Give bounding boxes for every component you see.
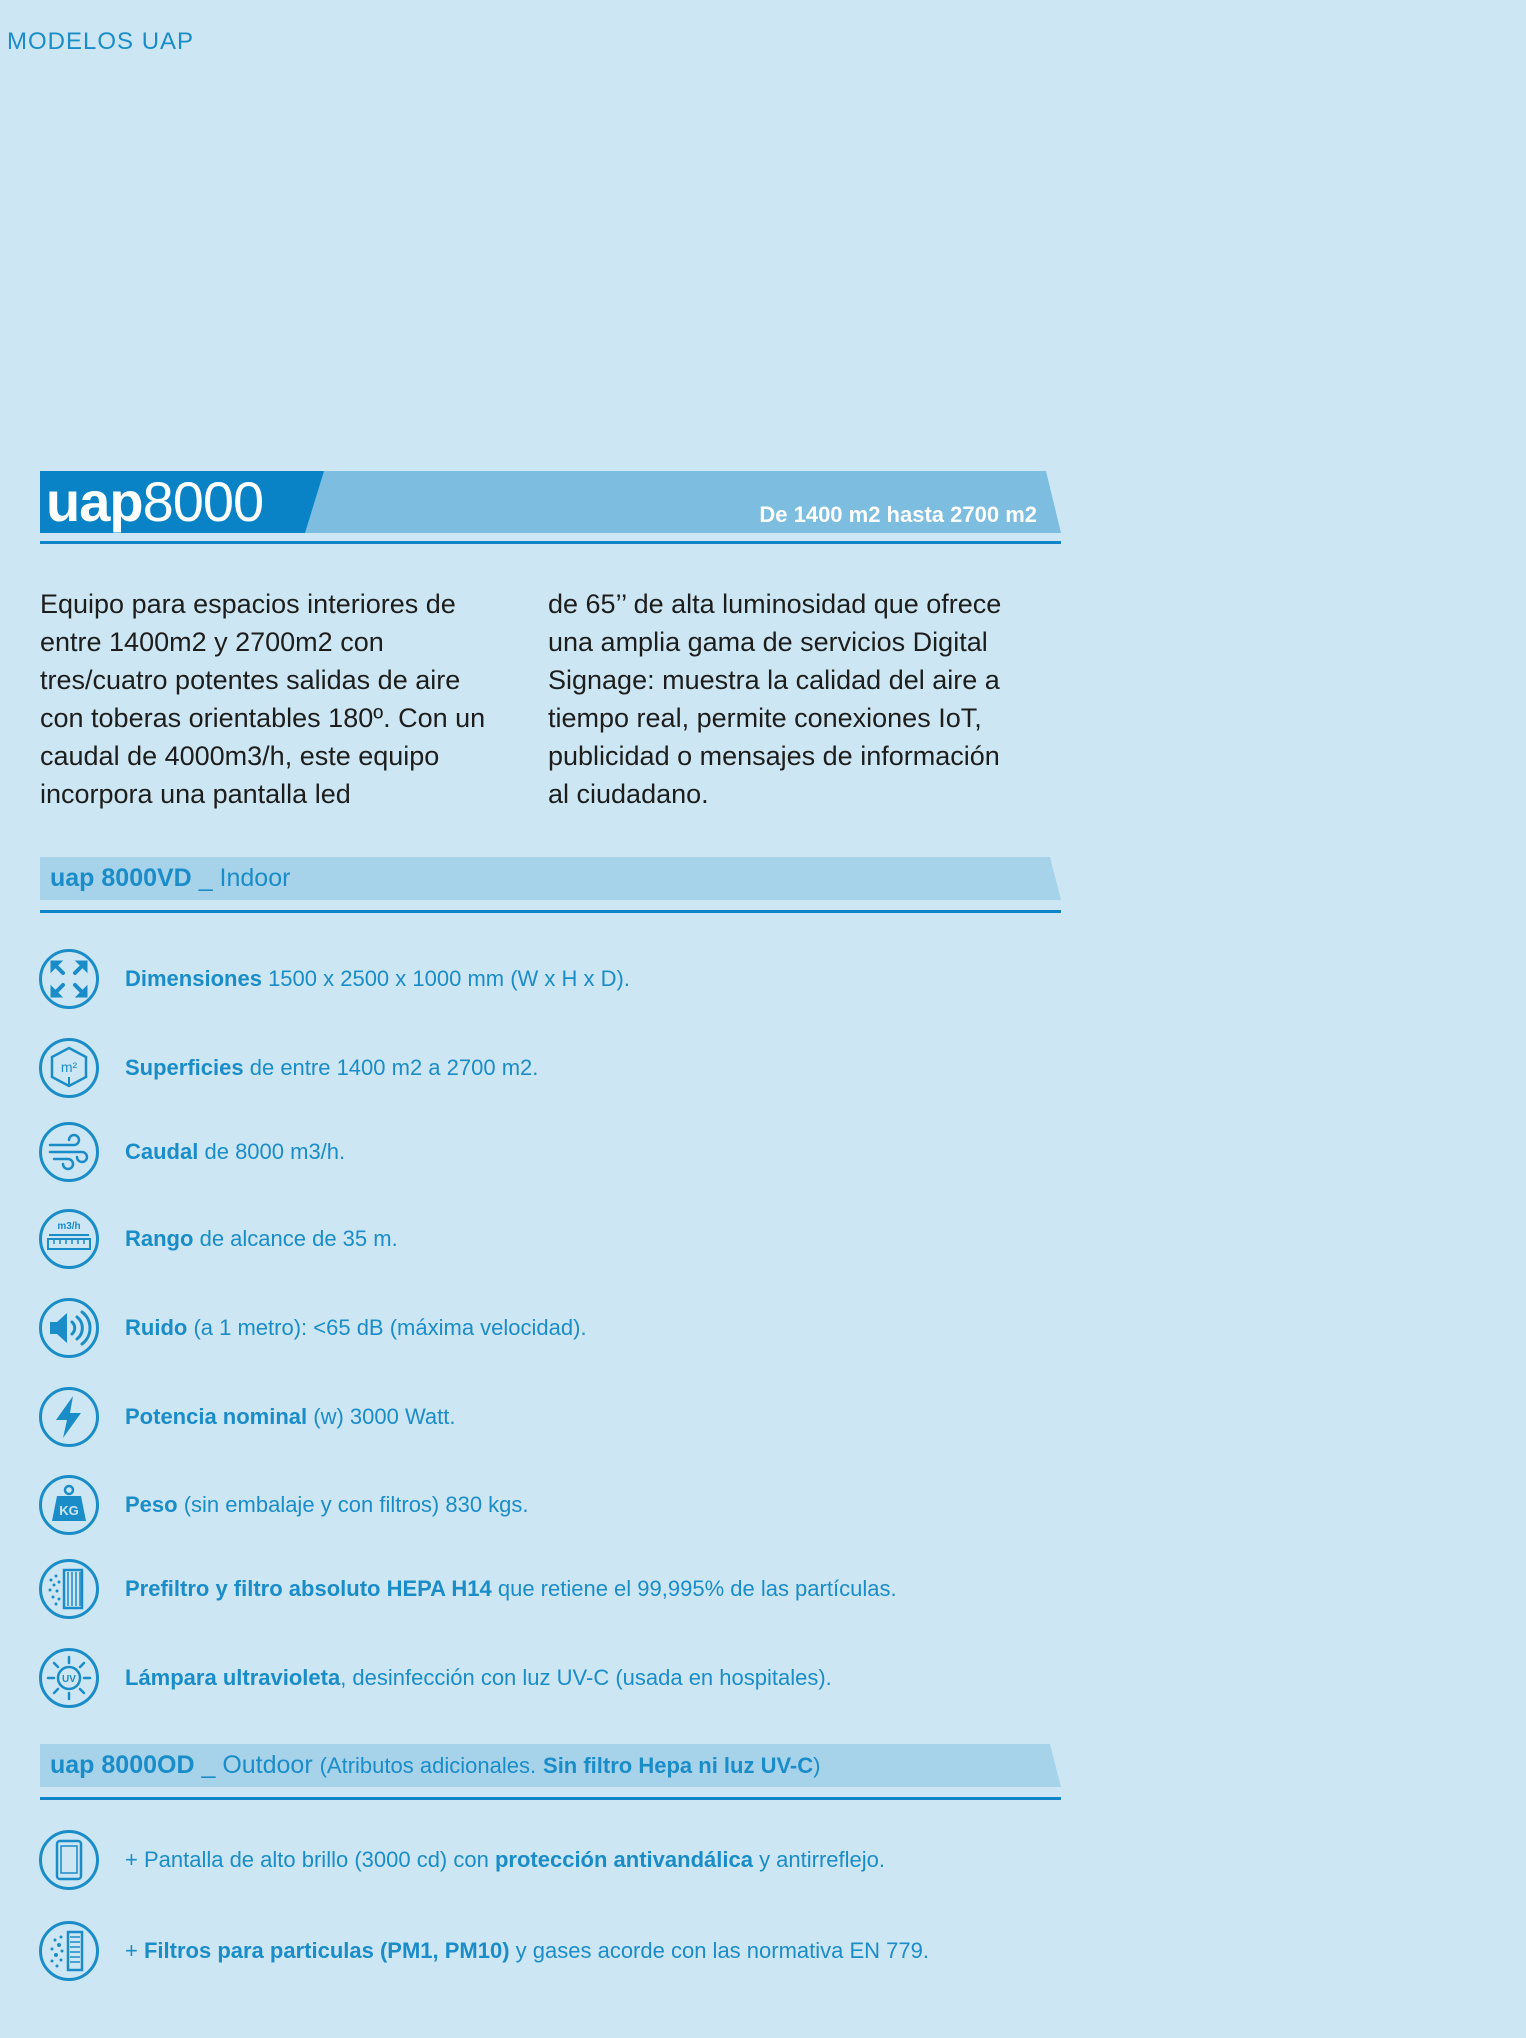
model-title: uap8000 bbox=[46, 470, 264, 533]
spec-row: Ruido (a 1 metro): <65 dB (máxima velocidad). bbox=[38, 1297, 1138, 1359]
indoor-model-title: uap 8000VD _ Indoor bbox=[50, 864, 291, 892]
indoor-divider bbox=[40, 910, 1061, 913]
uv-lamp-icon bbox=[38, 1647, 100, 1709]
spec-row: Potencia nominal (w) 3000 Watt. bbox=[38, 1386, 1138, 1448]
hepa-filter-icon bbox=[38, 1558, 100, 1620]
expand-arrows-icon bbox=[38, 948, 100, 1010]
outdoor-divider bbox=[40, 1797, 1061, 1800]
spec-row: Prefiltro y filtro absoluto HEPA H14 que retiene el 99,995% de las partículas. bbox=[38, 1558, 1138, 1620]
spec-row: + Filtros para particulas (PM1, PM10) y gases acorde con las normativa EN 779. bbox=[38, 1920, 1138, 1982]
description-left: Equipo para espacios interiores de entre 1400m2 y 2700m2 con tres/cuatro potentes salidas de aire con toberas orientables 180º. Con un caudal de 4000m3/h, este equipo incorpora una pantalla led bbox=[40, 589, 486, 809]
outdoor-model-bar bbox=[40, 1744, 1061, 1787]
surface-m2-icon bbox=[38, 1037, 100, 1099]
screen-icon bbox=[38, 1829, 100, 1891]
svg-text:m²: m² bbox=[60, 1059, 78, 1075]
spec-row: m3/h Rango de alcance de 35 m. bbox=[38, 1208, 1138, 1270]
outdoor-model-title: uap 8000OD _ Outdoor (Atributos adicionales. Sin filtro Hepa ni luz UV-C) bbox=[50, 1751, 821, 1779]
speaker-icon bbox=[38, 1297, 100, 1359]
spec-row: m² Superficies de entre 1400 m2 a 2700 m2. bbox=[38, 1037, 1138, 1099]
svg-text:m3/h: m3/h bbox=[57, 1221, 81, 1232]
weight-kg-icon bbox=[38, 1474, 100, 1536]
range-ruler-icon bbox=[38, 1208, 100, 1270]
model-banner bbox=[40, 471, 1061, 533]
lightning-icon bbox=[38, 1386, 100, 1448]
banner-divider bbox=[40, 541, 1061, 544]
spec-row: KG Peso (sin embalaje y con filtros) 830 kgs. bbox=[38, 1474, 1138, 1536]
description-right: de 65’’ de alta luminosidad que ofrece una amplia gama de servicios Digital Signage: muestra la calidad del aire a tiempo real, permite conexiones IoT, publicidad o mensajes de información al ciudadano. bbox=[548, 589, 1002, 809]
coverage-range: De 1400 m2 hasta 2700 m2 bbox=[759, 502, 1037, 527]
indoor-model-bar bbox=[40, 857, 1061, 900]
particle-filter-icon bbox=[38, 1920, 100, 1982]
airflow-icon bbox=[38, 1121, 100, 1183]
svg-text:UV: UV bbox=[62, 1674, 76, 1685]
spec-row: Dimensiones 1500 x 2500 x 1000 mm (W x H x D). bbox=[38, 948, 1138, 1010]
spec-row: + Pantalla de alto brillo (3000 cd) con protección antivandálica y antirreflejo. bbox=[38, 1829, 1138, 1891]
spec-row: UV Lámpara ultravioleta, desinfección con luz UV-C (usada en hospitales). bbox=[38, 1647, 1138, 1709]
spec-row: Caudal de 8000 m3/h. bbox=[38, 1121, 1138, 1183]
section-label: MODELOS UAP bbox=[7, 28, 195, 55]
svg-text:KG: KG bbox=[59, 1503, 79, 1518]
